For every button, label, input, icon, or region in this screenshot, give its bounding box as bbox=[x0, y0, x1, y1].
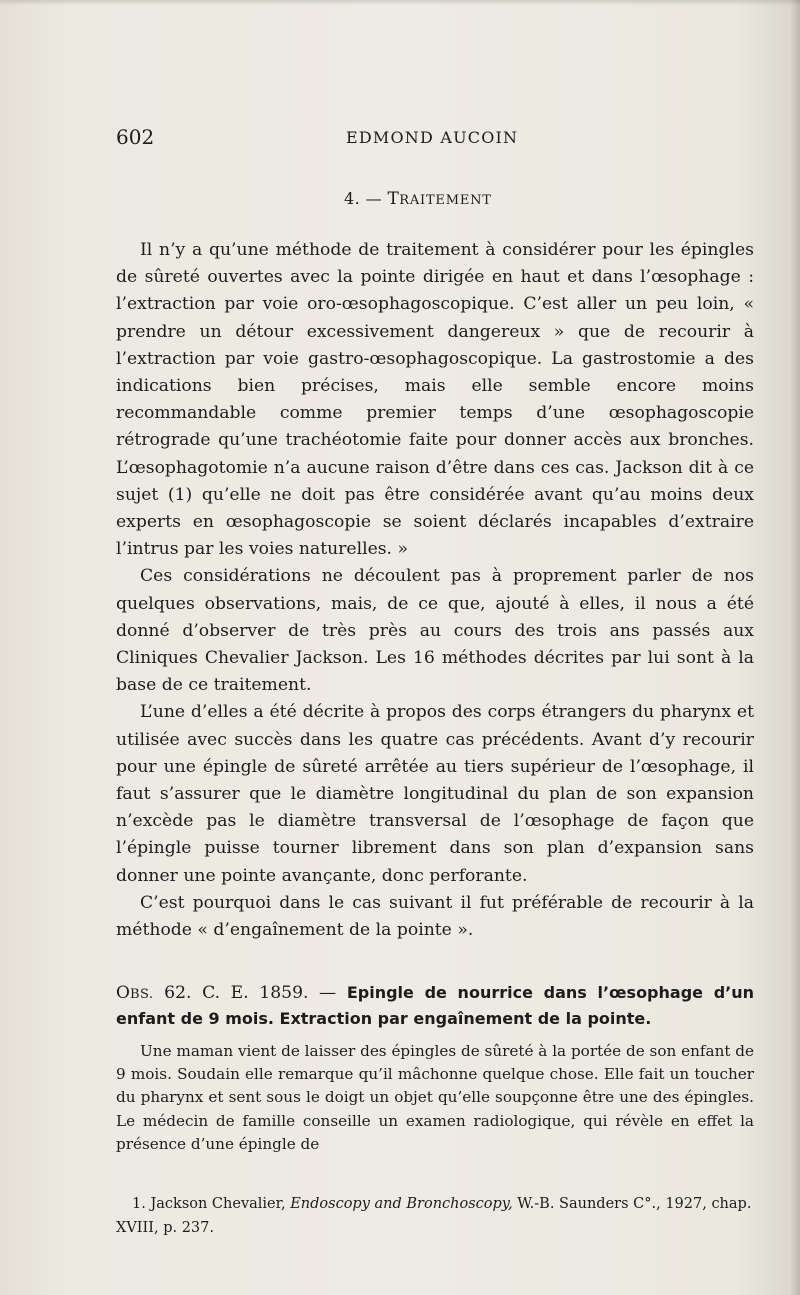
section-dash: — bbox=[365, 189, 382, 208]
footnote-publisher: W.-B. Saunders C°., 1927, chap. XVIII, p. 237. bbox=[116, 1196, 752, 1236]
footnote bbox=[116, 1192, 754, 1240]
section-number: 4. bbox=[344, 189, 361, 208]
paragraph: L’une d’elles a été décrite à propos des corps étrangers du pharynx et utilisée avec succès dans les quatre cas précédents. Avant d’y recourir pour une épingle de sûreté arrêtée au tiers supérieur de l’œsophage, il faut s’assurer que le diamètre longitudinal du plan de son expansion n’excède pas le diamètre transversal de l’œsophage de façon que l’épingle puisse tourner librement dans son plan d’expansion sans donner une pointe avançante, donc perforante. bbox=[116, 702, 754, 886]
section-heading bbox=[344, 189, 492, 209]
body-text bbox=[116, 237, 754, 944]
observation-label bbox=[116, 983, 154, 1003]
observation-title: Epingle de nourrice dans l’œsophage d’un enfant de 9 mois. Extraction par engaînement de la pointe. bbox=[116, 983, 755, 1028]
paragraph: Ces considérations ne découlent pas à proprement parler de nos quelques observations, mais, de ce que, ajouté à elles, il nous a été donné d’observer de très près au cours des trois ans passés aux Cliniques Chevalier Jackson. Les 16 méthodes décrites par lui sont à la base de ce traitement. bbox=[116, 566, 754, 696]
section-title-rest: RAITEMENT bbox=[399, 193, 492, 208]
observation-label-rest: BS. bbox=[129, 987, 154, 1002]
case-paragraph: Une maman vient de laisser des épingles de sûreté à la portée de son enfant de 9 mois. Soudain elle remarque qu’il mâchonne quelque chose. Elle fait un toucher du pharynx et sent sous le doigt un objet qu’elle soupçonne être une des épingles. Le médecin de famille conseille un examen radiologique, qui révèle en effet la présence d’une épingle de bbox=[116, 1042, 754, 1153]
running-head-author: EDMOND AUCOIN bbox=[346, 128, 519, 147]
page-top-edge bbox=[0, 0, 800, 6]
observation-reference: 62. C. E. 1859. — bbox=[164, 983, 337, 1003]
observation-label-initial: O bbox=[116, 983, 130, 1003]
page-number: 602 bbox=[116, 125, 155, 149]
footnote-marker: 1. bbox=[132, 1196, 146, 1212]
case-text bbox=[116, 1040, 754, 1156]
page-binding-shadow bbox=[790, 0, 800, 1295]
observation-heading bbox=[116, 981, 754, 1031]
paragraph: Il n’y a qu’une méthode de traitement à considérer pour les épingles de sûreté ouvertes avec la pointe dirigée en haut et dans l’œsophage : l’extraction par voie oro-œsophagoscopique. C’est aller un peu loin, « prendre un détour excessivement dangereux » que de recourir à l’extraction par voie gastro-œsophagoscopique. La gastrostomie a des indications bien précises, mais elle semble encore moins recommandable comme premier temps d’une œsophagoscopie rétrograde qu’une trachéotomie faite pour donner accès aux bronches. L’œsophagotomie n’a aucune raison d’être dans ces cas. Jackson dit à ce sujet (1) qu’elle ne doit pas être considérée avant qu’au moins deux experts en œsophagoscopie se soient déclarés incapables d’extraire l’intrus par les voies naturelles. » bbox=[116, 240, 754, 560]
section-title-initial: T bbox=[387, 189, 400, 209]
running-head bbox=[116, 125, 756, 151]
paragraph: C’est pourquoi dans le cas suivant il fut préférable de recourir à la méthode « d’engaînement de la pointe ». bbox=[116, 892, 754, 941]
footnote-title: Endoscopy and Bronchoscopy, bbox=[290, 1196, 513, 1212]
footnote-author: Jackson Chevalier, bbox=[150, 1196, 286, 1212]
